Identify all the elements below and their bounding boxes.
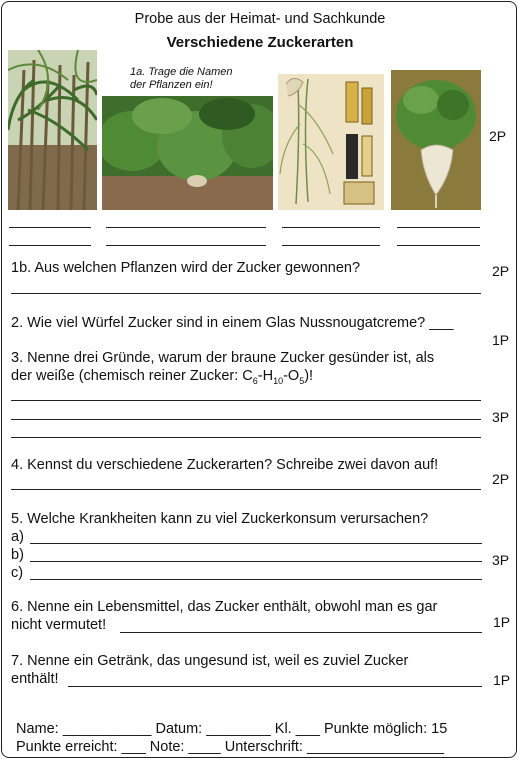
points-3: 3P: [492, 409, 510, 425]
answer-line-plant2-b[interactable]: [106, 245, 266, 246]
question-6-line2: nicht vermutet!: [11, 617, 107, 633]
label-5c: c): [11, 565, 24, 581]
answer-line-plant1-b[interactable]: [9, 245, 91, 246]
sugarcane-field-photo: [8, 50, 97, 210]
question-6-line1: 6. Nenne ein Lebensmittel, das Zucker enthält, obwohl man es gar: [11, 599, 438, 615]
answer-line-plant2-a[interactable]: [106, 227, 266, 228]
answer-line-plant4-b[interactable]: [397, 245, 480, 246]
answer-line-plant1-a[interactable]: [9, 227, 91, 228]
points-5: 3P: [492, 552, 510, 568]
answer-line-3a[interactable]: [11, 400, 481, 401]
question-3-line2: der weiße (chemisch reiner Zucker: $C_6-H_{10}-O_5$)!: [11, 368, 314, 386]
answer-line-7[interactable]: [68, 686, 482, 687]
worksheet-subtitle: Probe aus der Heimat- und Sachkunde: [134, 11, 386, 27]
points-7: 1P: [493, 672, 511, 688]
points-1b: 2P: [492, 263, 510, 279]
question-5: 5. Welche Krankheiten kann zu viel Zuckerkonsum verursachen?: [11, 511, 429, 527]
footer-line2: Punkte erreicht: ___ Note: ____ Unterschrift: _________________: [16, 739, 445, 755]
question-7-line2: enthält!: [11, 671, 59, 687]
footer-line1: Name: ___________ Datum: ________ Kl. ___ Punkte möglich: 15: [16, 721, 448, 737]
points-6: 1P: [493, 614, 511, 630]
worksheet: [1, 1, 517, 758]
points-1a: 2P: [489, 128, 507, 144]
question-1b: 1b. Aus welchen Pflanzen wird der Zucker gewonnen?: [11, 260, 361, 276]
answer-line-5a[interactable]: [30, 543, 482, 544]
sugarcane-botanical-illustration: [278, 74, 384, 210]
answer-line-5b[interactable]: [30, 561, 482, 562]
answer-line-4[interactable]: [11, 489, 481, 490]
worksheet-title: Verschiedene Zuckerarten: [166, 34, 354, 51]
sugar-beet-root-photo: [391, 70, 481, 210]
instruction-1a-line2: der Pflanzen ein!: [130, 79, 213, 91]
answer-line-plant3-b[interactable]: [282, 245, 380, 246]
answer-line-plant3-a[interactable]: [282, 227, 380, 228]
answer-line-plant4-a[interactable]: [397, 227, 480, 228]
question-4: 4. Kennst du verschiedene Zuckerarten? Schreibe zwei davon auf!: [11, 457, 439, 473]
points-2: 1P: [492, 332, 510, 348]
answer-line-5c[interactable]: [30, 579, 482, 580]
label-5b: b): [11, 547, 24, 563]
answer-line-6[interactable]: [120, 632, 482, 633]
question-7-line1: 7. Nenne ein Getränk, das ungesund ist, weil es zuviel Zucker: [11, 653, 409, 669]
question-3-line1: 3. Nenne drei Gründe, warum der braune Zucker gesünder ist, als: [11, 350, 435, 366]
sugar-beet-field-photo: [102, 96, 273, 210]
label-5a: a): [11, 529, 24, 545]
answer-line-3b[interactable]: [11, 419, 481, 420]
question-2: 2. Wie viel Würfel Zucker sind in einem Glas Nussnougatcreme? ___: [11, 315, 454, 331]
answer-line-3c[interactable]: [11, 437, 481, 438]
instruction-1a-line1: 1a. Trage die Namen: [130, 66, 233, 78]
points-4: 2P: [492, 471, 510, 487]
answer-line-1b[interactable]: [11, 293, 481, 294]
